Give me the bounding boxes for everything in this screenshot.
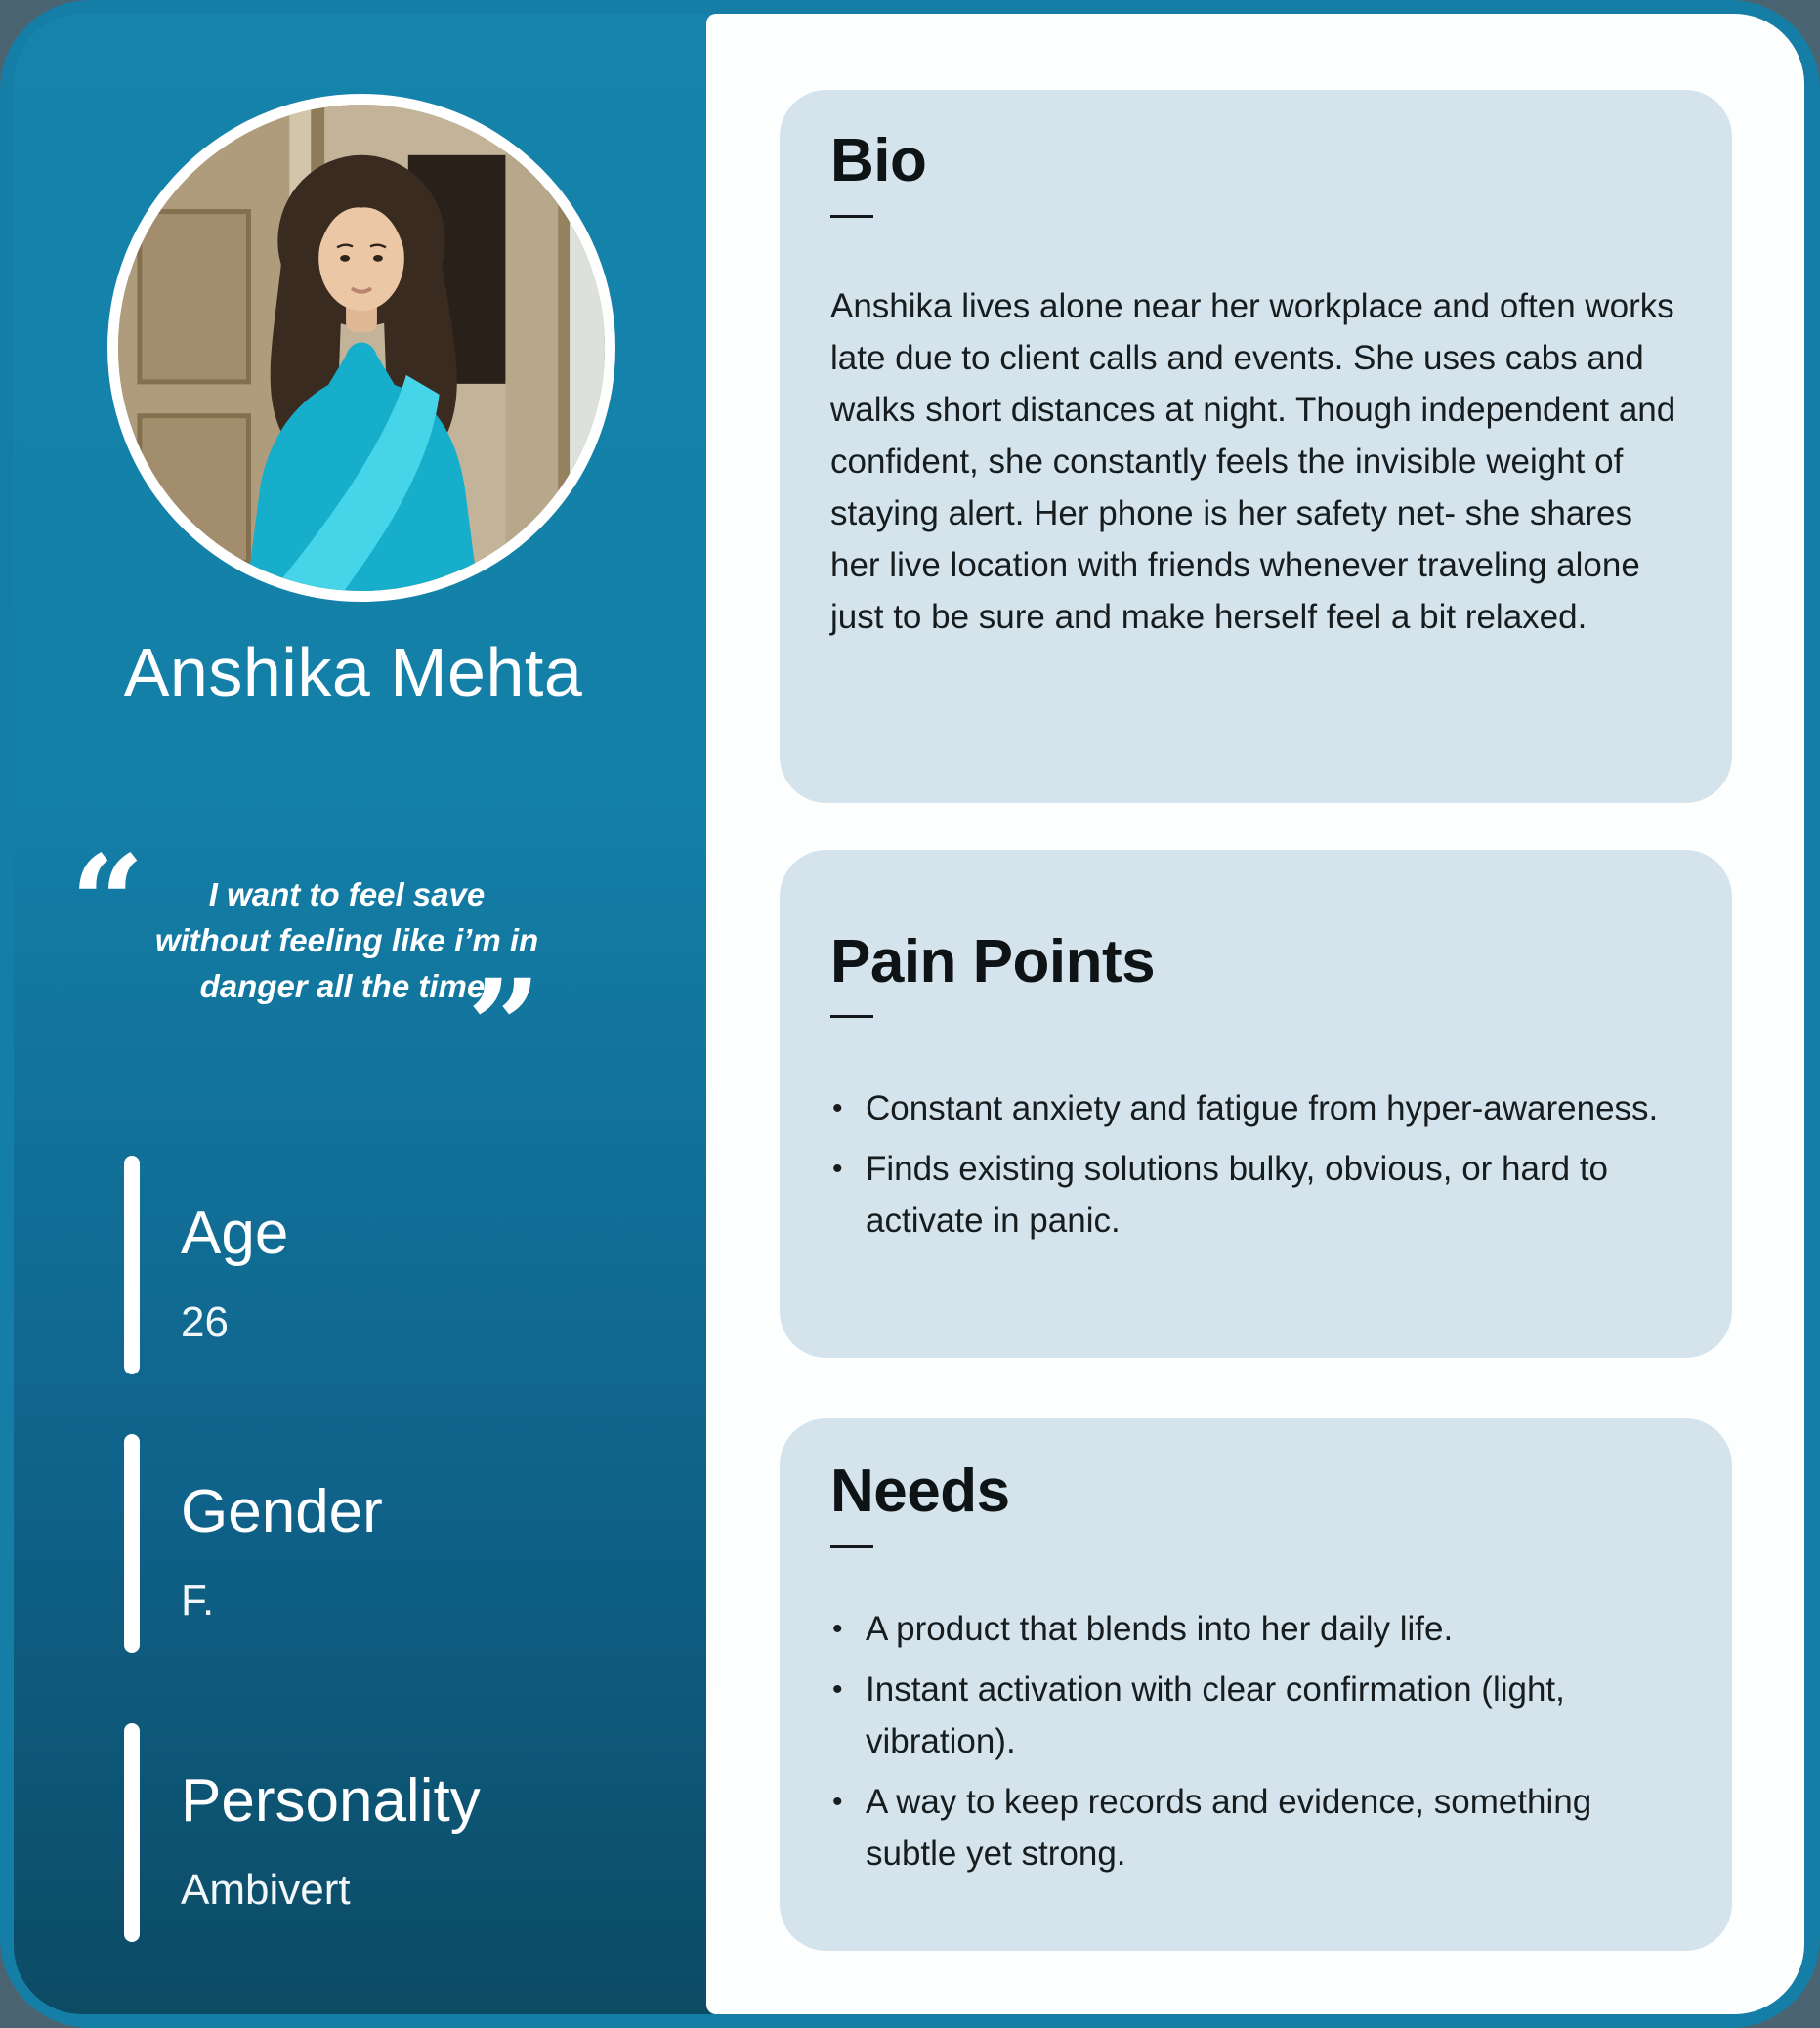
needs-card xyxy=(780,1418,1732,1951)
needs-list xyxy=(830,1603,1681,1880)
bio-title-underline xyxy=(830,215,873,218)
profile-photo xyxy=(107,94,615,602)
bio-title: Bio xyxy=(830,127,927,194)
attribute-accent-bar xyxy=(124,1723,140,1942)
attribute-value: Ambivert xyxy=(181,1866,351,1914)
quote-line: without feeling like i’m in xyxy=(154,922,539,958)
pain-point-item: • Finds existing solutions bulky, obvious, or hard to activate in panic. xyxy=(830,1143,1681,1246)
pain-points-card xyxy=(780,850,1732,1358)
needs-item: • A product that blends into her daily life. xyxy=(830,1603,1681,1655)
pain-points-list xyxy=(830,1082,1681,1246)
persona-name: Anshika Mehta xyxy=(123,634,583,710)
attribute-gender xyxy=(124,1434,671,1653)
attribute-value: 26 xyxy=(181,1298,229,1346)
attribute-accent-bar xyxy=(124,1434,140,1653)
main-panel xyxy=(706,14,1804,2014)
attribute-personality xyxy=(124,1723,671,1942)
attribute-value: F. xyxy=(181,1577,215,1625)
bio-paragraph: Anshika lives alone near her workplace and often works late due to client calls and events. She uses cabs and walks short distances at night. Though independent and confident, she constantly feels the invisible weight of staying alert. Her phone is her safety net- she shares her live location with friends whenever traveling alone just to be sure and make herself feel a bit relaxed. xyxy=(830,287,1676,636)
bio-card xyxy=(780,90,1732,803)
pain-point-item: • Constant anxiety and fatigue from hyper-awareness. xyxy=(830,1082,1681,1134)
attribute-label: Gender xyxy=(181,1478,383,1545)
attribute-age xyxy=(124,1156,671,1374)
needs-title: Needs xyxy=(830,1458,1010,1525)
attribute-label: Personality xyxy=(181,1767,481,1835)
pain-points-title: Pain Points xyxy=(830,928,1156,995)
needs-title-underline xyxy=(830,1545,873,1548)
quote-line: danger all the time. xyxy=(199,968,494,1004)
quote-line: I want to feel save xyxy=(208,876,486,912)
attribute-label: Age xyxy=(181,1200,289,1267)
needs-item: • Instant activation with clear confirmation (light, vibration). xyxy=(830,1664,1681,1767)
profile-photo-illustration xyxy=(118,105,605,591)
attribute-accent-bar xyxy=(124,1156,140,1374)
needs-item: • A way to keep records and evidence, something subtle yet strong. xyxy=(830,1776,1681,1880)
pain-points-title-underline xyxy=(830,1015,873,1018)
